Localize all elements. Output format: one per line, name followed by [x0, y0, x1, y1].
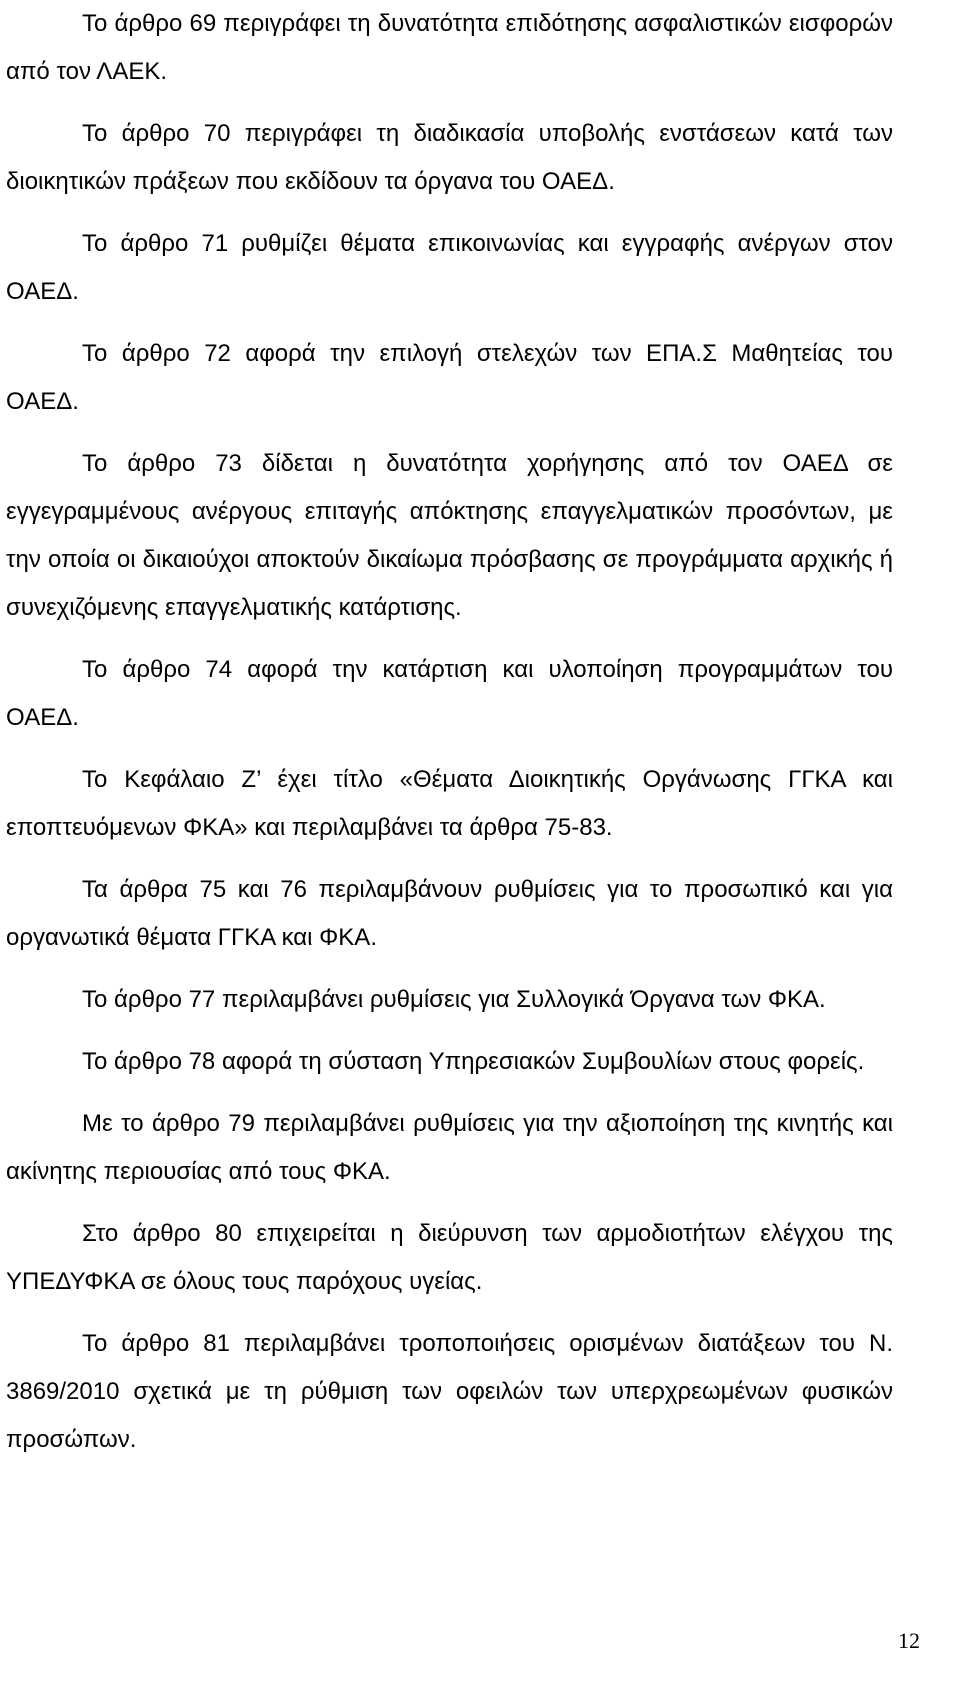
paragraph-article-74: Το άρθρο 74 αφορά την κατάρτιση και υλοποίηση προγραμμάτων του ΟΑΕΔ.	[6, 656, 893, 731]
paragraph-articles-75-76: Τα άρθρα 75 και 76 περιλαμβάνουν ρυθμίσεις για το προσωπικό και για οργανωτικά θέματα ΓΓΚΑ και ΦΚΑ.	[6, 876, 893, 951]
page-number: 12	[898, 1628, 920, 1653]
paragraph-article-73: Το άρθρο 73 δίδεται η δυνατότητα χορήγησης από τον ΟΑΕΔ σε εγγεγραμμένους ανέργους επιταγής απόκτησης επαγγελματικών προσόντων, με την οποία οι δικαιούχοι αποκτούν δικαίωμα πρόσβασης σε προγράμματα αρχικής ή συνεχιζόμενης επαγγελματικής κατάρτισης.	[6, 450, 893, 621]
paragraph-article-81: Το άρθρο 81 περιλαμβάνει τροποποιήσεις ορισμένων διατάξεων του Ν. 3869/2010 σχετικά με τη ρύθμιση των οφειλών των υπερχρεωμένων φυσικών προσώπων.	[6, 1330, 893, 1453]
paragraph-article-80: Στο άρθρο 80 επιχειρείται η διεύρυνση των αρμοδιοτήτων ελέγχου της ΥΠΕΔΥΦΚΑ σε όλους τους παρόχους υγείας.	[6, 1220, 893, 1295]
paragraph-article-77: Το άρθρο 77 περιλαμβάνει ρυθμίσεις για Συλλογικά Όργανα των ΦΚΑ.	[82, 986, 826, 1013]
paragraph-article-78: Το άρθρο 78 αφορά τη σύσταση Υπηρεσιακών Συμβουλίων στους φορείς.	[82, 1048, 865, 1075]
paragraph-article-72: Το άρθρο 72 αφορά την επιλογή στελεχών των ΕΠΑ.Σ Μαθητείας του ΟΑΕΔ.	[6, 340, 893, 415]
document-page	[6, 0, 893, 1464]
paragraph-article-69: Το άρθρο 69 περιγράφει τη δυνατότητα επιδότησης ασφαλιστικών εισφορών από τον ΛΑΕΚ.	[6, 10, 893, 85]
paragraph-chapter-z: Το Κεφάλαιο Ζ’ έχει τίτλο «Θέματα Διοικητικής Οργάνωσης ΓΓΚΑ και εποπτευόμενων ΦΚΑ» και περιλαμβάνει τα άρθρα 75-83.	[6, 766, 893, 841]
paragraph-article-71: Το άρθρο 71 ρυθμίζει θέματα επικοινωνίας και εγγραφής ανέργων στον ΟΑΕΔ.	[6, 230, 893, 305]
paragraph-article-70: Το άρθρο 70 περιγράφει τη διαδικασία υποβολής ενστάσεων κατά των διοικητικών πράξεων που εκδίδουν τα όργανα του ΟΑΕΔ.	[6, 120, 893, 195]
paragraph-article-79: Με το άρθρο 79 περιλαμβάνει ρυθμίσεις για την αξιοποίηση της κινητής και ακίνητης περιουσίας από τους ΦΚΑ.	[6, 1110, 893, 1185]
